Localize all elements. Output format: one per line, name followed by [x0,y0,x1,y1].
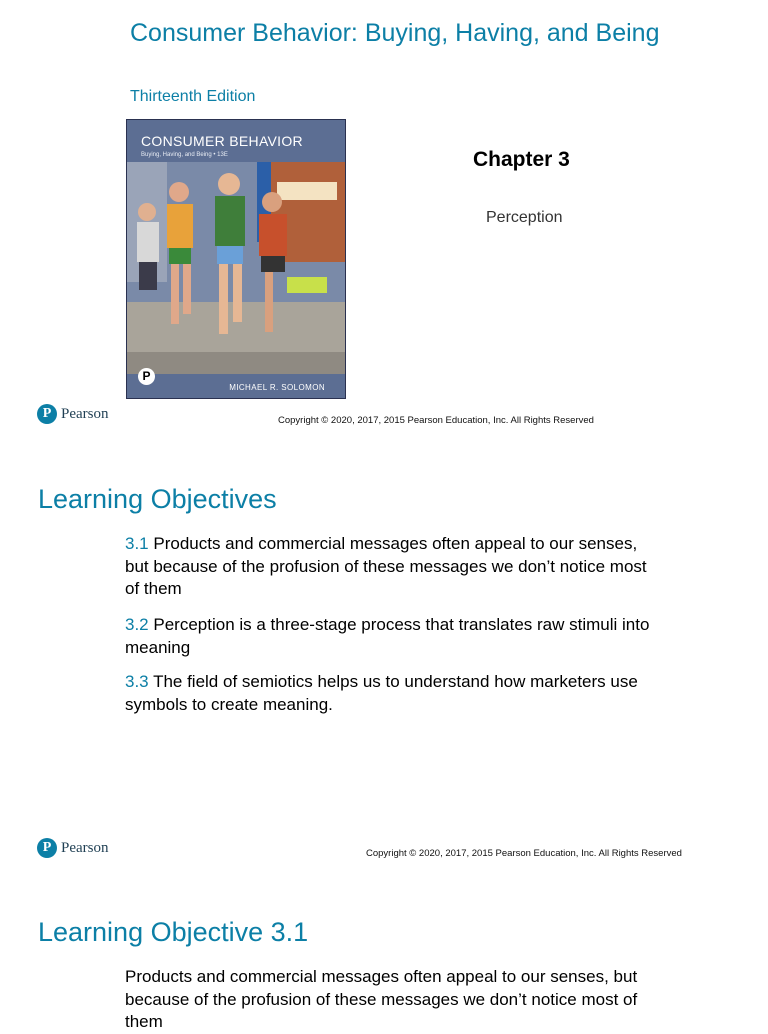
learning-objective-heading: Learning Objective 3.1 [38,917,309,947]
pearson-logo [37,404,109,424]
edition-label: Thirteenth Edition [130,88,256,105]
chapter-title: Chapter 3 [473,148,570,171]
pearson-logo [37,838,109,858]
objective-item [125,671,655,716]
pearson-logo-text: Pearson [61,839,109,856]
pearson-p-circle-icon: P [37,404,57,424]
book-cover-image [126,119,346,399]
objective-text: Perception is a three-stage process that translates raw stimuli into meaning [125,615,650,657]
objective-item [125,614,655,659]
learning-objective-body: Products and commercial messages often appeal to our senses, but because of the profusion of these messages we don’t notice most of them [125,967,638,1031]
objective-number: 3.1 [125,534,149,553]
objective-text: Products and commercial messages often appeal to our senses, but because of the profusion of these messages we don’t notice most of them [125,534,647,598]
cover-pearson-logo-icon: P [138,368,155,385]
cover-subtitle: Buying, Having, and Being • 13E [141,152,228,158]
objective-number: 3.2 [125,615,149,634]
cover-runners-illustration [127,162,345,374]
objective-item [125,533,655,601]
learning-objectives-heading: Learning Objectives [38,484,277,514]
objective-text: The field of semiotics helps us to understand how marketers use symbols to create meaning. [125,672,638,714]
pearson-logo-text: Pearson [61,405,109,422]
chapter-subtitle: Perception [486,209,563,226]
copyright-notice: Copyright © 2020, 2017, 2015 Pearson Education, Inc. All Rights Reserved [278,415,594,426]
objective-number: 3.3 [125,672,149,691]
copyright-notice: Copyright © 2020, 2017, 2015 Pearson Education, Inc. All Rights Reserved [366,848,682,859]
pearson-p-circle-icon: P [37,838,57,858]
cover-author: MICHAEL R. SOLOMON [229,383,325,392]
cover-title: CONSUMER BEHAVIOR [141,133,303,149]
book-title: Consumer Behavior: Buying, Having, and Being [130,19,660,47]
